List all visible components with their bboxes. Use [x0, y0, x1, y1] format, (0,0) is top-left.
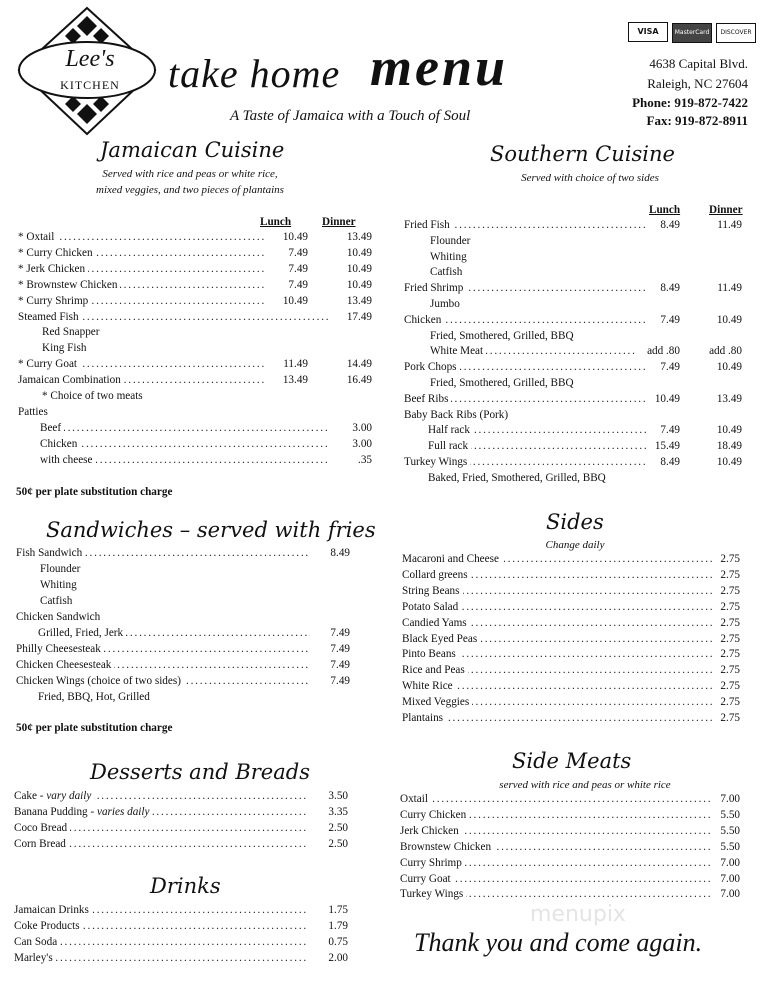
menu-item-row [400, 856, 740, 871]
menu-item-row [402, 568, 740, 583]
item-price: 2.00 [328, 952, 348, 964]
phone: Phone: 919-872-7422 [632, 95, 748, 110]
item-dinner-price: .35 [358, 453, 372, 466]
item-name: Baby Back Ribs (Pork) [404, 408, 511, 423]
menu-item-row [428, 439, 749, 454]
item-lunch-price: 10.49 [282, 231, 308, 243]
item-dinner-price: 10.49 [346, 278, 372, 291]
item-name: Coke Products [14, 919, 83, 934]
item-name: Jamaican Combination [18, 373, 124, 388]
menu-item-row [404, 281, 749, 296]
menu-item-row [18, 262, 372, 277]
item-name: * Curry Chicken [18, 246, 96, 261]
menu-item-row [16, 546, 356, 561]
item-price: 8.49 [330, 547, 350, 559]
menu-item-row [402, 647, 740, 662]
menu-item-row [430, 376, 749, 391]
title-take-home: take home [168, 51, 341, 96]
item-price: 2.75 [720, 600, 740, 613]
menu-item-row [428, 471, 749, 486]
item-price: 5.50 [720, 824, 740, 837]
item-name: Jumbo [430, 297, 463, 312]
menu-item-row [18, 278, 372, 293]
item-name: Fried, Smothered, Grilled, BBQ [430, 329, 577, 344]
menu-item-row [404, 408, 749, 423]
item-name: Catfish [40, 594, 75, 609]
leader-dots [400, 792, 712, 807]
menu-item-row [42, 325, 363, 340]
logo-name: Lee's [65, 46, 115, 72]
item-dinner-price: 18.49 [716, 440, 742, 453]
menu-item-row [14, 951, 356, 966]
item-dinner-price: 16.49 [346, 374, 372, 387]
southern-subtitle: Served with choice of two sides [521, 172, 659, 184]
item-price: 7.00 [720, 888, 740, 901]
item-dinner-price: 10.49 [716, 456, 742, 468]
leader-dots [40, 421, 330, 436]
item-dinner-price: 13.49 [716, 392, 742, 405]
item-price: 2.75 [720, 680, 740, 693]
menu-item-row [402, 695, 740, 710]
mastercard-card-icon: MasterCard [672, 23, 712, 43]
desserts-title: Desserts and Breads [90, 760, 310, 784]
item-name: Chicken [404, 313, 444, 328]
item-name: Chicken Wings (choice of two sides) [16, 674, 184, 689]
side-meats-subtitle: served with rice and peas or white rice [499, 779, 671, 791]
menu-item-row [18, 405, 363, 420]
item-name: Fried Shrimp [404, 281, 466, 296]
item-name: Catfish [430, 265, 465, 280]
item-lunch-price: 13.49 [282, 374, 308, 387]
item-price: 7.49 [330, 675, 350, 687]
item-name: Chicken Cheesesteak [16, 658, 114, 673]
menu-item-row [402, 632, 740, 647]
menu-item-row [402, 663, 740, 678]
item-price: 2.75 [720, 712, 740, 724]
item-dinner-price: 13.49 [346, 294, 372, 307]
item-name: Can Soda [14, 935, 60, 950]
item-name: Fried, Smothered, Grilled, BBQ [430, 376, 577, 391]
item-name: Candied Yams [402, 616, 470, 631]
item-name: Marley's [14, 951, 56, 966]
menu-item-row [430, 234, 749, 249]
item-name: Philly Cheesesteak [16, 642, 104, 657]
card-logos [628, 21, 756, 45]
menu-item-row [18, 246, 372, 261]
item-lunch-price: 7.49 [660, 424, 680, 437]
item-price: 2.75 [720, 616, 740, 629]
item-name: Grilled, Fried, Jerk [38, 626, 126, 641]
item-name: Beef [40, 421, 64, 436]
item-name: Potato Salad [402, 600, 461, 615]
menu-item-row [402, 552, 740, 567]
menu-item-row [18, 230, 372, 245]
item-lunch-price: 7.49 [288, 262, 308, 275]
item-name: Pinto Beans [402, 647, 459, 662]
item-name: * Curry Goat [18, 357, 80, 372]
item-dinner-price: 13.49 [346, 231, 372, 243]
menu-item-row [430, 297, 749, 312]
address-line1: 4638 Capital Blvd. [649, 56, 748, 71]
item-name: Flounder [40, 562, 83, 577]
item-name: Oxtail [400, 792, 431, 807]
item-name: Steamed Fish [18, 310, 82, 325]
fax: Fax: 919-872-8911 [646, 113, 748, 128]
item-price: 5.50 [720, 840, 740, 853]
item-name: Whiting [430, 250, 470, 265]
logo-kitchen: KITCHEN [60, 78, 120, 92]
item-name: Fried, BBQ, Hot, Grilled [38, 690, 153, 705]
item-note: - varies daily [87, 806, 150, 818]
item-price: 3.50 [328, 790, 348, 802]
item-lunch-price: 7.49 [288, 278, 308, 291]
menu-item-row [40, 594, 356, 609]
item-dinner-price: 3.00 [352, 437, 372, 450]
sandwiches-title: Sandwiches – served with fries [46, 518, 376, 542]
sides-title: Sides [546, 510, 604, 534]
side-meats-title: Side Meats [512, 749, 632, 773]
discover-card-icon: DISCOVER [716, 23, 756, 43]
item-price: 2.50 [328, 822, 348, 834]
item-name: White Rice [402, 679, 456, 694]
item-lunch-price: 8.49 [660, 456, 680, 468]
item-price: 2.50 [328, 838, 348, 850]
item-name: with cheese [40, 453, 96, 468]
item-lunch-price: 8.49 [660, 219, 680, 231]
item-name: * Curry Shrimp [18, 294, 91, 309]
menu-item-row [18, 373, 372, 388]
jamaican-lunch-header: Lunch [260, 216, 292, 228]
item-name: Curry Chicken [400, 808, 469, 823]
item-name: * Oxtail [18, 230, 57, 245]
menu-item-row [16, 610, 356, 625]
item-price: 2.75 [720, 584, 740, 597]
item-name: Rice and Peas [402, 663, 468, 678]
address-line2: Raleigh, NC 27604 [647, 76, 748, 91]
menu-item-row [18, 294, 372, 309]
item-dinner-price: 14.49 [346, 358, 372, 371]
item-name: Fried Fish [404, 218, 453, 233]
item-price: 5.50 [720, 808, 740, 821]
item-name: Plantains [402, 711, 446, 726]
item-price: 2.75 [720, 568, 740, 581]
item-name: * Choice of two meats [42, 389, 146, 404]
item-dinner-price: 10.49 [716, 361, 742, 374]
watermark: menupix [530, 902, 626, 927]
item-dinner-price: 11.49 [717, 282, 742, 295]
menu-item-row [40, 421, 372, 436]
leader-dots [40, 437, 330, 452]
item-price: 1.75 [328, 904, 348, 916]
menu-item-row [14, 837, 356, 852]
sides-subtitle: Change daily [545, 539, 605, 551]
item-name: Baked, Fried, Smothered, Grilled, BBQ [428, 471, 609, 486]
menu-item-row [18, 310, 372, 325]
item-name: * Jerk Chicken [18, 262, 88, 277]
menu-item-row [40, 437, 372, 452]
visa-card-icon: VISA [628, 22, 668, 42]
jamaican-substitution-note: 50¢ per plate substitution charge [16, 486, 173, 498]
item-price: 2.75 [720, 664, 740, 677]
menu-item-row [14, 903, 356, 918]
menu-item-row [400, 824, 740, 839]
menu-item-row [14, 805, 356, 820]
item-lunch-price: add .80 [647, 345, 680, 358]
menu-item-row [38, 690, 356, 705]
menu-item-row [400, 872, 740, 887]
item-name: Black Eyed Peas [402, 632, 480, 647]
item-price: 7.00 [720, 856, 740, 869]
item-name: Jamaican Drinks [14, 903, 92, 918]
item-note: - vary daily [37, 790, 92, 802]
leader-dots [402, 711, 712, 726]
item-name: Cake - vary daily [14, 789, 94, 804]
menu-item-row [16, 642, 356, 657]
item-price: 2.75 [720, 648, 740, 661]
menu-item-row [430, 344, 749, 359]
item-price: 7.49 [330, 643, 350, 655]
item-name: Corn Bread [14, 837, 69, 852]
item-name: King Fish [42, 341, 89, 356]
menu-item-row [400, 840, 740, 855]
menu-item-row [402, 584, 740, 599]
menu-item-row [14, 919, 356, 934]
jamaican-title: Jamaican Cuisine [100, 138, 285, 162]
menu-item-row [42, 389, 363, 404]
menu-item-row [404, 392, 749, 407]
item-name: Turkey Wings [404, 455, 470, 470]
item-name: Half rack [428, 423, 473, 438]
item-dinner-price: 17.49 [346, 310, 372, 323]
southern-title: Southern Cuisine [490, 142, 675, 166]
item-name: Brownstew Chicken [400, 840, 494, 855]
item-name: Beef Ribs [404, 392, 451, 407]
menu-item-row [42, 341, 363, 356]
item-price: 7.49 [330, 627, 350, 639]
item-price: 2.75 [720, 696, 740, 709]
item-dinner-price: 11.49 [717, 219, 742, 231]
menu-item-row [16, 674, 356, 689]
menu-item-row [40, 562, 356, 577]
menu-item-row [400, 887, 740, 902]
item-price: 0.75 [328, 936, 348, 948]
menu-item-row [40, 453, 372, 468]
item-name: Collard greens [402, 568, 471, 583]
jamaican-subtitle-1: Served with rice and peas or white rice, [102, 168, 278, 180]
item-name: Flounder [430, 234, 473, 249]
menu-item-row [38, 626, 356, 641]
menu-item-row [428, 423, 749, 438]
item-name: String Beans [402, 584, 463, 599]
menu-item-row [400, 792, 740, 807]
menu-item-row [16, 658, 356, 673]
item-name: Pork Chops [404, 360, 460, 375]
item-lunch-price: 7.49 [660, 313, 680, 326]
menu-item-row [402, 711, 740, 726]
item-name: * Brownstew Chicken [18, 278, 120, 293]
menu-item-row [404, 360, 749, 375]
logo [15, 6, 160, 136]
menu-item-row [430, 265, 749, 280]
item-lunch-price: 8.49 [660, 282, 680, 295]
thank-you-message: Thank you and come again. [414, 928, 703, 957]
menu-item-row [430, 250, 749, 265]
menu-item-row [14, 821, 356, 836]
item-lunch-price: 7.49 [288, 246, 308, 259]
item-name: Turkey Wings [400, 887, 466, 902]
southern-dinner-header: Dinner [709, 204, 743, 216]
item-price: 2.75 [720, 632, 740, 645]
menu-item-row [40, 578, 356, 593]
item-lunch-price: 11.49 [283, 358, 308, 371]
item-price: 2.75 [720, 553, 740, 565]
item-name: Banana Pudding - varies daily [14, 805, 152, 820]
southern-lunch-header: Lunch [649, 204, 681, 216]
item-dinner-price: 10.49 [716, 424, 742, 437]
item-dinner-price: 3.00 [352, 421, 372, 434]
item-price: 3.35 [328, 806, 348, 818]
item-dinner-price: 10.49 [346, 246, 372, 259]
menu-item-row [404, 455, 749, 470]
menu-item-row [400, 808, 740, 823]
item-name: White Meat [430, 344, 486, 359]
item-name: Fish Sandwich [16, 546, 85, 561]
item-name: Red Snapper [42, 325, 102, 340]
item-lunch-price: 15.49 [654, 440, 680, 453]
menu-item-row [402, 679, 740, 694]
menu-item-row [14, 935, 356, 950]
item-price: 1.79 [328, 920, 348, 932]
menu-item-row [402, 600, 740, 615]
item-name: Curry Goat [400, 872, 454, 887]
item-name: Macaroni and Cheese [402, 552, 502, 567]
item-dinner-price: 10.49 [716, 313, 742, 326]
item-name: Chicken [40, 437, 80, 452]
item-price: 7.00 [720, 872, 740, 885]
item-price: 7.00 [720, 793, 740, 805]
menu-item-row [404, 218, 749, 233]
item-name: Curry Shrimp [400, 856, 465, 871]
tagline: A Taste of Jamaica with a Touch of Soul [230, 108, 471, 124]
item-price: 7.49 [330, 659, 350, 671]
leader-dots [14, 951, 308, 966]
item-dinner-price: 10.49 [346, 262, 372, 275]
item-name: Jerk Chicken [400, 824, 462, 839]
menu-item-row [402, 616, 740, 631]
item-lunch-price: 10.49 [654, 392, 680, 405]
item-name: Patties [18, 405, 51, 420]
jamaican-dinner-header: Dinner [322, 216, 356, 228]
menu-item-row [18, 357, 372, 372]
title-menu: menu [370, 37, 509, 97]
menu-item-row [430, 329, 749, 344]
jamaican-subtitle-2: mixed veggies, and two pieces of plantains [96, 184, 284, 196]
item-name: Chicken Sandwich [16, 610, 103, 625]
item-name: Full rack [428, 439, 471, 454]
item-name: Mixed Veggies [402, 695, 472, 710]
item-name: Coco Bread [14, 821, 70, 836]
drinks-title: Drinks [150, 874, 221, 898]
menu-item-row [14, 789, 356, 804]
menu-item-row [404, 313, 749, 328]
item-dinner-price: add .80 [709, 345, 742, 358]
item-lunch-price: 10.49 [282, 294, 308, 307]
item-lunch-price: 7.49 [660, 361, 680, 374]
item-name: Whiting [40, 578, 80, 593]
sandwiches-substitution-note: 50¢ per plate substitution charge [16, 722, 173, 734]
